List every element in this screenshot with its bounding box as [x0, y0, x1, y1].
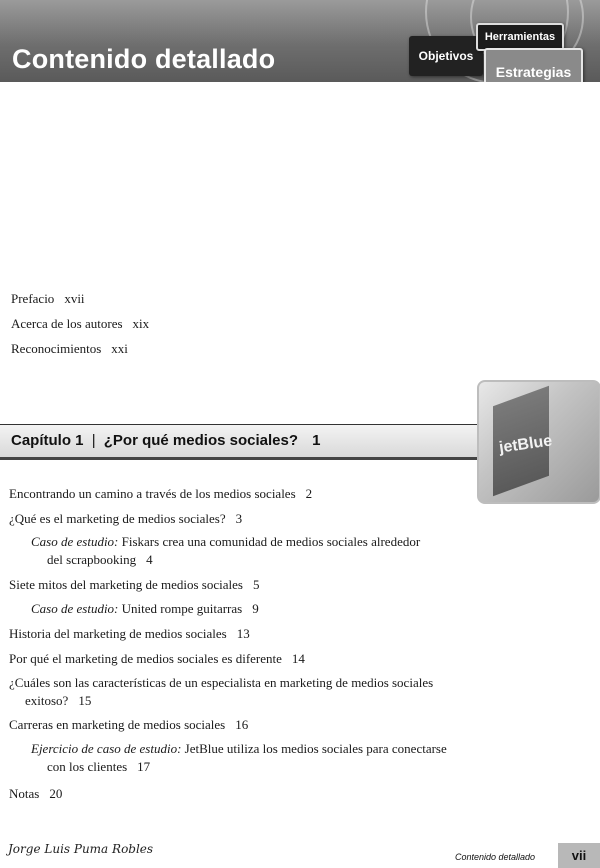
footer-author: Jorge Luis Puma Robles	[8, 842, 154, 856]
toc-entry-page: 20	[49, 786, 63, 801]
toc-entry-continuation	[9, 692, 433, 710]
toc-entry-text: Historia del marketing de medios sociales	[9, 626, 227, 641]
toc-entry	[9, 625, 250, 643]
toc-entry-page: 5	[252, 577, 260, 592]
front-matter-page: xvii	[64, 291, 85, 306]
toc-entry-page: 16	[235, 717, 249, 732]
toc-entry-prefix: Ejercicio de caso de estudio:	[31, 741, 182, 756]
toc-entry-text: Fiskars crea una comunidad de medios sociales alrededor	[121, 534, 421, 549]
tab-herramientas: Herramientas	[476, 23, 564, 51]
toc-entry-cont-text: exitoso?	[25, 693, 69, 708]
toc-entry	[9, 785, 62, 803]
toc-entry	[9, 510, 242, 528]
toc-entry-page: 13	[236, 626, 250, 641]
toc-entry	[9, 576, 259, 594]
toc-entry-text: Por qué el marketing de medios sociales es diferente	[9, 651, 282, 666]
footer-section-name: Contenido detallado	[455, 852, 536, 862]
front-matter-title: Acerca de los autores	[11, 316, 123, 331]
toc-entry-text: United rompe guitarras	[121, 601, 243, 616]
toc-entry-page: 15	[78, 693, 92, 708]
toc-entry-text: ¿Cuáles son las características de un especialista en marketing de medios sociales	[9, 675, 434, 690]
toc-entry-text: ¿Qué es el marketing de medios sociales?	[9, 511, 226, 526]
front-matter-list	[11, 290, 149, 365]
toc-entry-page: 2	[305, 486, 313, 501]
page-header	[0, 0, 600, 82]
toc-entry-prefix: Caso de estudio:	[31, 601, 119, 616]
toc-entry	[9, 716, 248, 734]
toc-entry-continuation	[31, 551, 420, 569]
toc-entry-text: Encontrando un camino a través de los medios sociales	[9, 486, 296, 501]
front-matter-item	[11, 315, 149, 340]
chapter-heading-bar	[0, 424, 483, 460]
toc-entry-text: Carreras en marketing de medios sociales	[9, 717, 226, 732]
toc-entry	[9, 650, 305, 668]
chapter-photo-jetblue-plane	[477, 380, 600, 504]
page-number: vii	[558, 843, 600, 868]
front-matter-title: Reconocimientos	[11, 341, 102, 356]
toc-entry-prefix: Caso de estudio:	[31, 534, 119, 549]
jetblue-logo: jetBlue	[498, 432, 554, 457]
page-title: Contenido detallado	[12, 44, 276, 74]
toc-entry-cont-text: del scrapbooking	[47, 552, 137, 567]
chapter-title: ¿Por qué medios sociales?	[103, 432, 298, 449]
toc-entry-text: Notas	[9, 786, 40, 801]
front-matter-item	[11, 340, 149, 365]
toc-entry-cont-text: con los clientes	[47, 759, 128, 774]
front-matter-item	[11, 290, 149, 315]
toc-exercise-entry	[31, 740, 447, 776]
chapter-page: 1	[312, 432, 321, 449]
toc-entry-page: 9	[252, 601, 259, 616]
toc-entry-page: 14	[291, 651, 305, 666]
chapter-separator: |	[91, 432, 96, 449]
toc-entry-page: 4	[146, 552, 153, 567]
chapter-label: Capítulo 1	[11, 432, 84, 449]
toc-case-study-entry	[31, 600, 259, 618]
tab-estrategias: Estrategias	[484, 48, 583, 82]
front-matter-title: Prefacio	[11, 291, 55, 306]
toc-entry-text: Siete mitos del marketing de medios sociales	[9, 577, 243, 592]
toc-case-study-entry	[31, 533, 420, 569]
toc-entry	[9, 674, 433, 710]
toc-entry-text: JetBlue utiliza los medios sociales para conectarse	[184, 741, 447, 756]
tab-objetivos: Objetivos	[409, 36, 483, 76]
chapter-heading	[11, 432, 321, 449]
front-matter-page: xix	[132, 316, 150, 331]
front-matter-page: xxi	[111, 341, 128, 356]
toc-entry-page: 3	[235, 511, 243, 526]
toc-entry-page: 17	[137, 759, 151, 774]
toc-entry	[9, 485, 312, 503]
toc-entry-continuation	[31, 758, 447, 776]
